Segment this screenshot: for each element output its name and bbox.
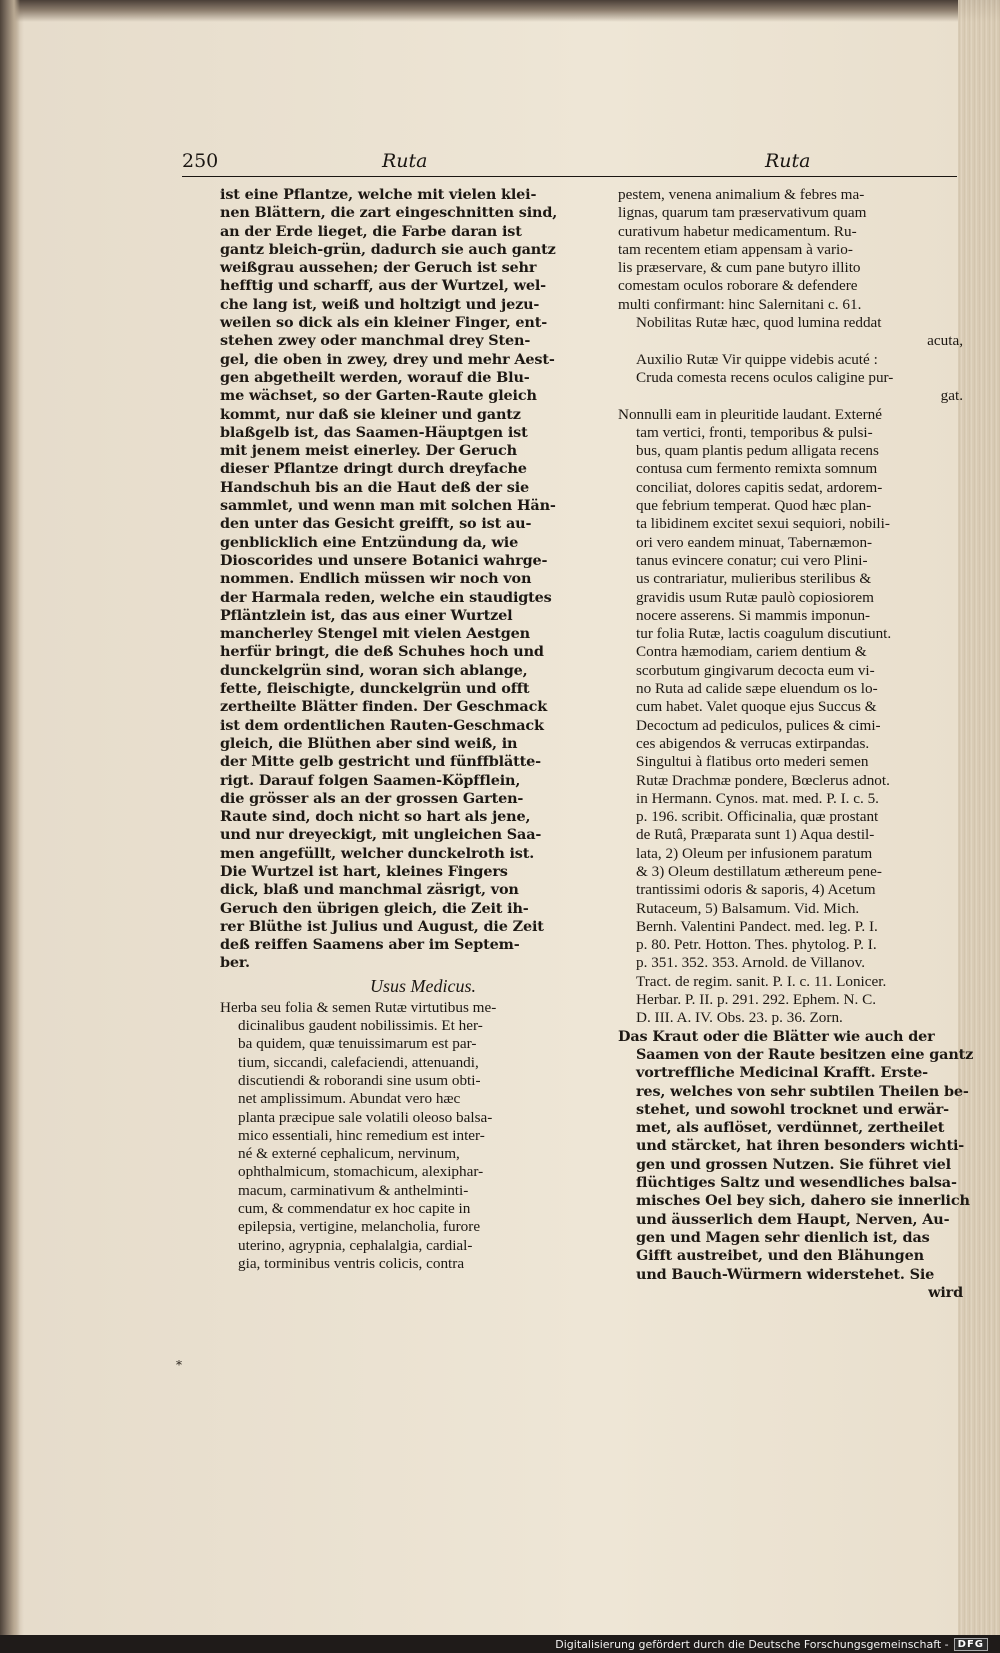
running-head — [182, 150, 957, 177]
text-line: curativum habetur medicamentum. Ru- — [618, 222, 857, 240]
text-line: comestam oculos roborare & defendere — [618, 277, 858, 295]
book-gutter — [0, 0, 20, 1653]
text-line: ba quidem, quæ tenuissimarum est par- — [238, 1035, 477, 1053]
text-line: no Ruta ad calide sæpe eluendum os lo- — [636, 680, 878, 698]
text-line: weilen so dick als ein kleiner Finger, ent- — [220, 314, 548, 332]
text-line: zertheilte Blätter finden. Der Geschmack — [220, 698, 548, 716]
text-line: genblicklich eine Entzündung da, wie — [220, 533, 519, 551]
text-line: Herba seu folia & semen Rutæ virtutibus me- — [220, 998, 497, 1016]
text-line: planta præcipue sale volatili oleoso balsa- — [238, 1108, 493, 1126]
text-line: ori vero eandem minuat, Tabernæmon- — [636, 533, 873, 551]
text-line: und Bauch-Würmern widerstehet. Sie — [636, 1265, 935, 1283]
text-line: gen und Magen sehr dienlich ist, das — [636, 1228, 930, 1246]
latin-references-block — [618, 406, 963, 1028]
text-line: Bernh. Valentini Pandect. med. leg. P. I. — [636, 917, 878, 935]
text-line: dicinalibus gaudent nobilissimis. Et her- — [238, 1017, 483, 1035]
latin-continuation-block — [618, 186, 963, 314]
running-title-left: Ruta — [382, 150, 428, 172]
text-line: an der Erde lieget, die Farbe daran ist — [220, 222, 522, 240]
text-line: me wächset, so der Garten-Raute gleich — [220, 387, 537, 405]
text-line: Herbar. P. II. p. 291. 292. Ephem. N. C. — [636, 991, 877, 1009]
text-line: gleich, die Blüthen aber sind weiß, in — [220, 734, 518, 752]
text-line: und stärcket, hat ihren besonders wichti- — [636, 1137, 965, 1155]
text-line: gravidis usum Rutæ paulò copiosiorem — [636, 588, 874, 606]
margin-mark: * — [176, 1358, 182, 1372]
text-line: scorbutum gingivarum decocta eum vi- — [636, 661, 875, 679]
credit-text: Digitalisierung gefördert durch die Deutsche Forschungsgemeinschaft - — [555, 1637, 949, 1651]
text-line: Nonnulli eam in pleuritide laudant. Externé — [618, 405, 883, 423]
text-line: weißgrau aussehen; der Geruch ist sehr — [220, 259, 537, 277]
text-line: dunckelgrün sind, woran sich ablange, — [220, 661, 528, 679]
text-line: tur folia Rutæ, lactis coagulum discutiunt. — [636, 625, 892, 643]
text-line: dick, blaß und manchmal zäsrigt, von — [220, 881, 519, 899]
text-line: pestem, venena animalium & febres ma- — [618, 186, 865, 203]
text-line: mit jenem meist einerley. Der Geruch — [220, 442, 517, 460]
text-line: uterino, agrypnia, cephalalgia, cardial- — [238, 1236, 473, 1254]
text-line: lignas, quarum tam præservativum quam — [618, 204, 867, 222]
text-line: gen abgetheilt werden, worauf die Blu- — [220, 368, 530, 386]
text-line: Nobilitas Rutæ hæc, quod lumina reddat — [636, 314, 882, 332]
text-line: Das Kraut oder die Blätter wie auch der — [618, 1027, 935, 1045]
text-line: met, als auflöset, verdünnet, zertheilet — [636, 1119, 945, 1137]
text-line: & 3) Oleum destillatum æthereum pene- — [636, 862, 882, 880]
text-line: mancherley Stengel mit vielen Aestgen — [220, 625, 530, 643]
text-line: gat. — [940, 387, 963, 405]
text-line: nen Blättern, die zart eingeschnitten sind, — [220, 204, 558, 222]
text-line: mico essentiali, hinc remedium est inter- — [238, 1126, 485, 1144]
latin-medical-block — [220, 999, 578, 1273]
text-line: flüchtiges Saltz und wesendliches balsa- — [636, 1174, 957, 1192]
text-line: che lang ist, weiß und holtzigt und jezu- — [220, 295, 540, 313]
text-line: misches Oel bey sich, dahero sie innerlich — [636, 1192, 970, 1210]
text-line: net amplissimum. Abundat vero hæc — [238, 1090, 461, 1108]
dfg-logo: DFG — [954, 1638, 988, 1651]
text-line: us contrariatur, mulieribus sterilibus & — [636, 570, 872, 588]
text-line: ist dem ordentlichen Rauten-Geschmack — [220, 716, 544, 734]
text-line: contusa cum fermento remixta somnum — [636, 460, 878, 478]
text-line: rer Blüthe ist Julius und August, die Zeit — [220, 917, 544, 935]
german-description-block — [220, 186, 578, 973]
text-line: blaßgelb ist, das Saamen-Häuptgen ist — [220, 423, 528, 441]
text-line: né & externé cephalicum, nervinum, — [238, 1145, 460, 1163]
text-line: gel, die oben in zwey, drey und mehr Aest- — [220, 350, 555, 368]
page-number: 250 — [182, 150, 219, 172]
text-line: macum, carminativum & anthelminti- — [238, 1181, 469, 1199]
text-line: Rutæ Drachmæ pondere, Bœclerus adnot. — [636, 771, 890, 789]
text-line: in Hermann. Cynos. mat. med. P. I. c. 5. — [636, 789, 879, 807]
text-line: deß reiffen Saamens aber im Septem- — [220, 936, 520, 954]
text-line: den unter das Gesicht greifft, so ist au- — [220, 515, 532, 533]
text-line: gia, torminibus ventris colicis, contra — [238, 1254, 465, 1272]
text-line: tanus evincere conatur; cui vero Plini- — [636, 551, 868, 569]
text-line: D. III. A. IV. Obs. 23. p. 36. Zorn. — [636, 1009, 843, 1027]
text-line: stehen zwey oder manchmal drey Sten- — [220, 332, 531, 350]
text-line: nommen. Endlich müssen wir noch von — [220, 570, 532, 588]
text-line: de Rutâ, Præparata sunt 1) Aqua destil- — [636, 826, 875, 844]
text-line: Pfläntzlein ist, das aus einer Wurtzel — [220, 606, 513, 624]
text-line: rigt. Darauf folgen Saamen-Köpfflein, — [220, 771, 521, 789]
text-line: lis præservare, & cum pane butyro illito — [618, 259, 861, 277]
text-line: bus, quam plantis pedum alligata recens — [636, 442, 879, 460]
usus-medicus-heading: Usus Medicus. — [370, 975, 476, 996]
text-line: Raute sind, doch nicht so hart als jene, — [220, 808, 531, 826]
text-line: que febrium temperat. Quod hæc plan- — [636, 497, 872, 515]
text-line: Singultui à flatibus orto mederi semen — [636, 753, 869, 771]
text-line: ta libidinem excitet sexui sequiori, nobili- — [636, 515, 890, 533]
text-line: p. 80. Petr. Hotton. Thes. phytolog. P. I. — [636, 936, 877, 954]
text-line: die grösser als an der grossen Garten- — [220, 789, 524, 807]
text-line: Handschuh bis an die Haut deß der sie — [220, 478, 530, 496]
text-line: Rutaceum, 5) Balsamum. Vid. Mich. — [636, 899, 860, 917]
text-line: der Mitte gelb gestricht und fünffblätte- — [220, 753, 541, 771]
text-line: ces abigendos & verrucas extirpandas. — [636, 734, 870, 752]
left-column — [220, 186, 578, 1273]
text-line: cum, & commendatur ex hoc capite in — [238, 1200, 471, 1218]
text-line: Geruch den übrigen gleich, die Zeit ih- — [220, 899, 529, 917]
text-line: men angefüllt, welcher dunckelroth ist. — [220, 844, 535, 862]
text-line: herfür bringt, die deß Schuhes hoch und — [220, 643, 544, 661]
text-line: Dioscorides und unsere Botanici wahrge- — [220, 551, 548, 569]
text-line: Contra hæmodiam, cariem dentium & — [636, 643, 867, 661]
text-line: Decoctum ad pediculos, pulices & cimi- — [636, 716, 881, 734]
text-line: discutiendi & roborandi sine usum obti- — [238, 1071, 481, 1089]
text-line: gantz bleich-grün, dadurch sie auch gantz — [220, 240, 556, 258]
text-line: dieser Pflantze dringt durch dreyfache — [220, 460, 527, 478]
text-line: tam vertici, fronti, temporibus & pulsi- — [636, 423, 873, 441]
running-title-right: Ruta — [765, 150, 811, 172]
text-line: ist eine Pflantze, welche mit vielen klei- — [220, 186, 537, 203]
text-line: kommt, nur daß sie kleiner und gantz — [220, 405, 521, 423]
text-line: ber. — [220, 954, 250, 972]
salernitan-verse — [618, 314, 963, 405]
text-line: p. 351. 352. 353. Arnold. de Villanov. — [636, 954, 865, 972]
text-line: Cruda comesta recens oculos caligine pur- — [636, 368, 894, 386]
text-line: ophthalmicum, stomachicum, alexiphar- — [238, 1163, 484, 1181]
text-line: fette, fleischigte, dunckelgrün und offt — [220, 680, 530, 698]
text-line: nocere asserens. Si mammis imponun- — [636, 606, 871, 624]
text-line: Saamen von der Raute besitzen eine gantz — [636, 1045, 974, 1063]
text-line: tium, siccandi, calefaciendi, attenuandi, — [238, 1053, 479, 1071]
text-line: epilepsia, vertigine, melancholia, furore — [238, 1218, 481, 1236]
text-line: Gifft austreibet, und den Blähungen — [636, 1247, 924, 1265]
digitization-credit — [0, 1635, 1000, 1653]
text-line: p. 196. scribit. Officinalia, quæ prostant — [636, 808, 879, 826]
text-line: Auxilio Rutæ Vir quippe videbis acuté : — [636, 350, 878, 368]
text-line: gen und grossen Nutzen. Sie führet viel — [636, 1155, 951, 1173]
text-line: der Harmala reden, welche ein staudigtes — [220, 588, 552, 606]
text-line: cum habet. Valet quoque ejus Succus & — [636, 698, 877, 716]
text-line: Die Wurtzel ist hart, kleines Fingers — [220, 862, 508, 880]
catchword: wird — [928, 1283, 963, 1301]
text-line: trantissimi odoris & saporis, 4) Acetum — [636, 881, 876, 899]
text-line: acuta, — [927, 332, 963, 350]
german-medical-block — [618, 1027, 974, 1284]
top-edge-shadow — [0, 0, 1000, 22]
text-line: vortreffliche Medicinal Krafft. Erste- — [636, 1064, 928, 1082]
text-line: conciliat, dolores capitis sedat, ardorem- — [636, 478, 883, 496]
text-line: und nur dreyeckigt, mit ungleichen Saa- — [220, 826, 542, 844]
text-line: tam recentem etiam appensam à vario- — [618, 240, 853, 258]
text-line: stehet, und sowohl trocknet und erwär- — [636, 1100, 949, 1118]
text-line: sammlet, und wenn man mit solchen Hän- — [220, 497, 556, 515]
text-line: und äusserlich dem Haupt, Nerven, Au- — [636, 1210, 950, 1228]
text-line: lata, 2) Oleum per infusionem paratum — [636, 844, 873, 862]
right-column — [618, 186, 974, 1302]
text-line: multi confirmant: hinc Salernitani c. 61. — [618, 295, 862, 313]
text-line: res, welches von sehr subtilen Theilen be- — [636, 1082, 969, 1100]
text-line: Tract. de regim. sanit. P. I. c. 11. Lonicer. — [636, 972, 887, 990]
page-fore-edge — [958, 0, 1000, 1653]
text-line: hefftig und scharff, aus der Wurtzel, wel- — [220, 277, 546, 295]
